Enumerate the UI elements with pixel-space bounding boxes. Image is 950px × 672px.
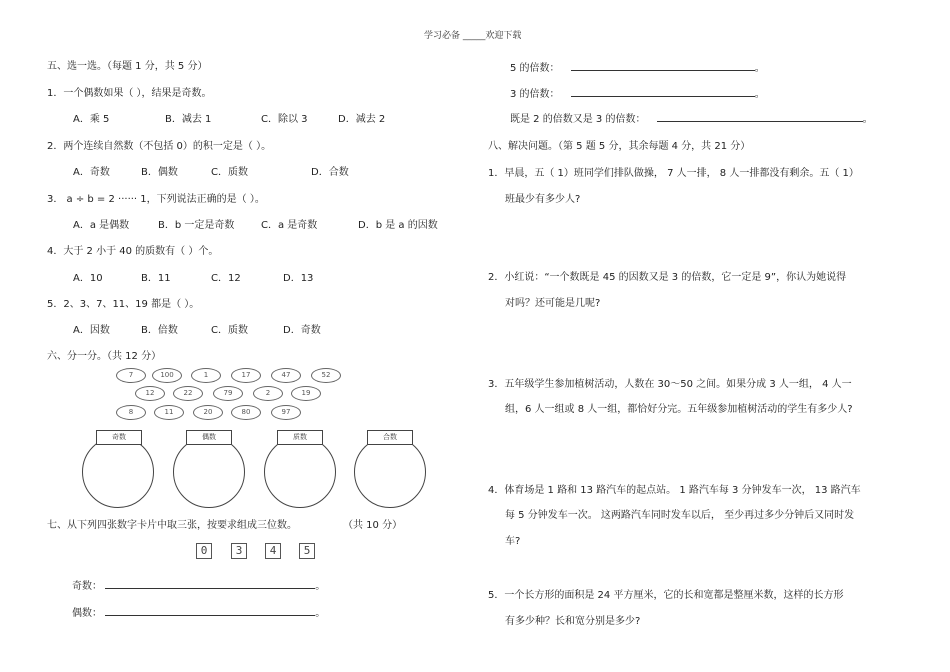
digit-card: 5 bbox=[299, 543, 315, 559]
multiple3-blank[interactable] bbox=[571, 87, 755, 97]
q3-option-c: C．a 是奇数 bbox=[261, 220, 318, 231]
q5-option-a: A．因数 bbox=[73, 325, 110, 336]
number-oval: 11 bbox=[154, 405, 184, 420]
odd-answer-blank[interactable] bbox=[105, 579, 315, 589]
q1-option-d: D．减去 2 bbox=[338, 114, 386, 125]
odd-answer-row bbox=[72, 577, 325, 592]
number-oval: 100 bbox=[152, 368, 182, 383]
q5-text: 5．2、3、7、11、19 都是（ ）。 bbox=[47, 299, 200, 310]
q2-option-d: D．合数 bbox=[311, 167, 349, 178]
section5-title: 五、选一选。（每题 1 分，共 5 分） bbox=[47, 61, 208, 72]
q5-option-c: C．质数 bbox=[211, 325, 248, 336]
number-oval: 12 bbox=[135, 386, 165, 401]
even-answer-blank[interactable] bbox=[105, 606, 315, 616]
q3-option-d: D．b 是 a 的因数 bbox=[358, 220, 438, 231]
problem5-line1: 5．一个长方形的面积是 24 平方厘米，它的长和宽都是整厘米数，这样的长方形 bbox=[488, 590, 844, 601]
q3-text: 3． a ÷ b = 2 ······ 1，下列说法正确的是（ ）。 bbox=[47, 194, 265, 205]
multiple3-label: 3 的倍数： bbox=[510, 89, 560, 100]
period: 。 bbox=[315, 581, 326, 592]
even-label: 偶数 bbox=[186, 430, 232, 445]
q1-option-c: C．除以 3 bbox=[261, 114, 308, 125]
q2-option-a: A．奇数 bbox=[73, 167, 110, 178]
multiple3-answer-row bbox=[510, 85, 765, 100]
multiple5-answer-row bbox=[510, 59, 765, 74]
q4-text: 4．大于 2 小于 40 的质数有（ ）个。 bbox=[47, 246, 219, 257]
odd-answer-label: 奇数： bbox=[72, 581, 102, 592]
prime-circle[interactable] bbox=[264, 436, 336, 508]
problem4-line1: 4．体育场是 1 路和 13 路汽车的起点站。 1 路汽车每 3 分钟发车一次， 13 路汽车 bbox=[488, 485, 861, 496]
q1-option-a: A．乘 5 bbox=[73, 114, 110, 125]
number-oval: 7 bbox=[116, 368, 146, 383]
digit-card: 3 bbox=[231, 543, 247, 559]
number-oval: 97 bbox=[271, 405, 301, 420]
number-oval: 8 bbox=[116, 405, 146, 420]
section6-title: 六、分一分。（共 12 分） bbox=[47, 351, 162, 362]
q3-option-b: B．b 一定是奇数 bbox=[158, 220, 235, 231]
section7-title: 七、从下列四张数字卡片中取三张，按要求组成三位数。 bbox=[47, 520, 297, 531]
even-answer-row bbox=[72, 604, 325, 619]
section7-score: （共 10 分） bbox=[343, 520, 403, 531]
odd-circle[interactable] bbox=[82, 436, 154, 508]
number-oval: 2 bbox=[253, 386, 283, 401]
both-multiple-label: 既是 2 的倍数又是 3 的倍数： bbox=[510, 114, 646, 125]
page-header: 学习必备 _____欢迎下载 bbox=[424, 31, 522, 41]
problem3-line2: 组，6 人一组或 8 人一组，都恰好分完。五年级参加植树活动的学生有多少人? bbox=[505, 404, 853, 415]
even-circle[interactable] bbox=[173, 436, 245, 508]
q5-option-b: B．倍数 bbox=[141, 325, 178, 336]
multiple5-blank[interactable] bbox=[571, 61, 755, 71]
multiple5-label: 5 的倍数： bbox=[510, 63, 560, 74]
digit-card: 0 bbox=[196, 543, 212, 559]
problem4-line2: 每 5 分钟发车一次。 这两路汽车同时发车以后， 至少再过多少分钟后又同时发 bbox=[505, 510, 855, 521]
both-multiple-answer-row bbox=[510, 110, 873, 125]
problem4-line3: 车? bbox=[505, 536, 521, 547]
number-oval: 52 bbox=[311, 368, 341, 383]
number-oval: 19 bbox=[291, 386, 321, 401]
digit-card: 4 bbox=[265, 543, 281, 559]
number-oval: 79 bbox=[213, 386, 243, 401]
composite-label: 合数 bbox=[367, 430, 413, 445]
number-oval: 20 bbox=[193, 405, 223, 420]
number-oval: 80 bbox=[231, 405, 261, 420]
number-oval: 47 bbox=[271, 368, 301, 383]
problem1-line2: 班最少有多少人? bbox=[505, 194, 581, 205]
q4-option-d: D．13 bbox=[283, 273, 314, 284]
problem2-line2: 对吗？还可能是几呢? bbox=[505, 298, 601, 309]
q3-option-a: A．a 是偶数 bbox=[73, 220, 130, 231]
problem2-line1: 2．小红说：“一个数既是 45 的因数又是 3 的倍数，它一定是 9”，你认为她说得 bbox=[488, 272, 847, 283]
odd-label: 奇数 bbox=[96, 430, 142, 445]
period: 。 bbox=[754, 89, 765, 100]
q2-option-c: C．质数 bbox=[211, 167, 248, 178]
section8-title: 八、解决问题。（第 5 题 5 分，其余每题 4 分，共 21 分） bbox=[488, 141, 751, 152]
period: 。 bbox=[862, 114, 873, 125]
problem3-line1: 3．五年级学生参加植树活动，人数在 30～50 之间。如果分成 3 人一组， 4 人一 bbox=[488, 379, 852, 390]
q4-option-a: A．10 bbox=[73, 273, 103, 284]
period: 。 bbox=[315, 608, 326, 619]
both-multiple-blank[interactable] bbox=[657, 112, 863, 122]
q4-option-b: B．11 bbox=[141, 273, 171, 284]
prime-label: 质数 bbox=[277, 430, 323, 445]
q5-option-d: D．奇数 bbox=[283, 325, 321, 336]
period: 。 bbox=[754, 63, 765, 74]
problem1-line1: 1．早晨，五（ 1）班同学们排队做操， 7 人一排， 8 人一排都没有剩余。五（ 1） bbox=[488, 168, 859, 179]
q2-option-b: B．偶数 bbox=[141, 167, 178, 178]
composite-circle[interactable] bbox=[354, 436, 426, 508]
q2-text: 2．两个连续自然数（不包括 0）的积一定是（ ）。 bbox=[47, 141, 272, 152]
q4-option-c: C．12 bbox=[211, 273, 241, 284]
even-answer-label: 偶数： bbox=[72, 608, 102, 619]
number-oval: 1 bbox=[191, 368, 221, 383]
q1-option-b: B．减去 1 bbox=[165, 114, 212, 125]
number-oval: 17 bbox=[231, 368, 261, 383]
problem5-line2: 有多少种？长和宽分别是多少? bbox=[505, 616, 641, 627]
q1-text: 1．一个偶数如果（ ），结果是奇数。 bbox=[47, 88, 212, 99]
number-oval: 22 bbox=[173, 386, 203, 401]
